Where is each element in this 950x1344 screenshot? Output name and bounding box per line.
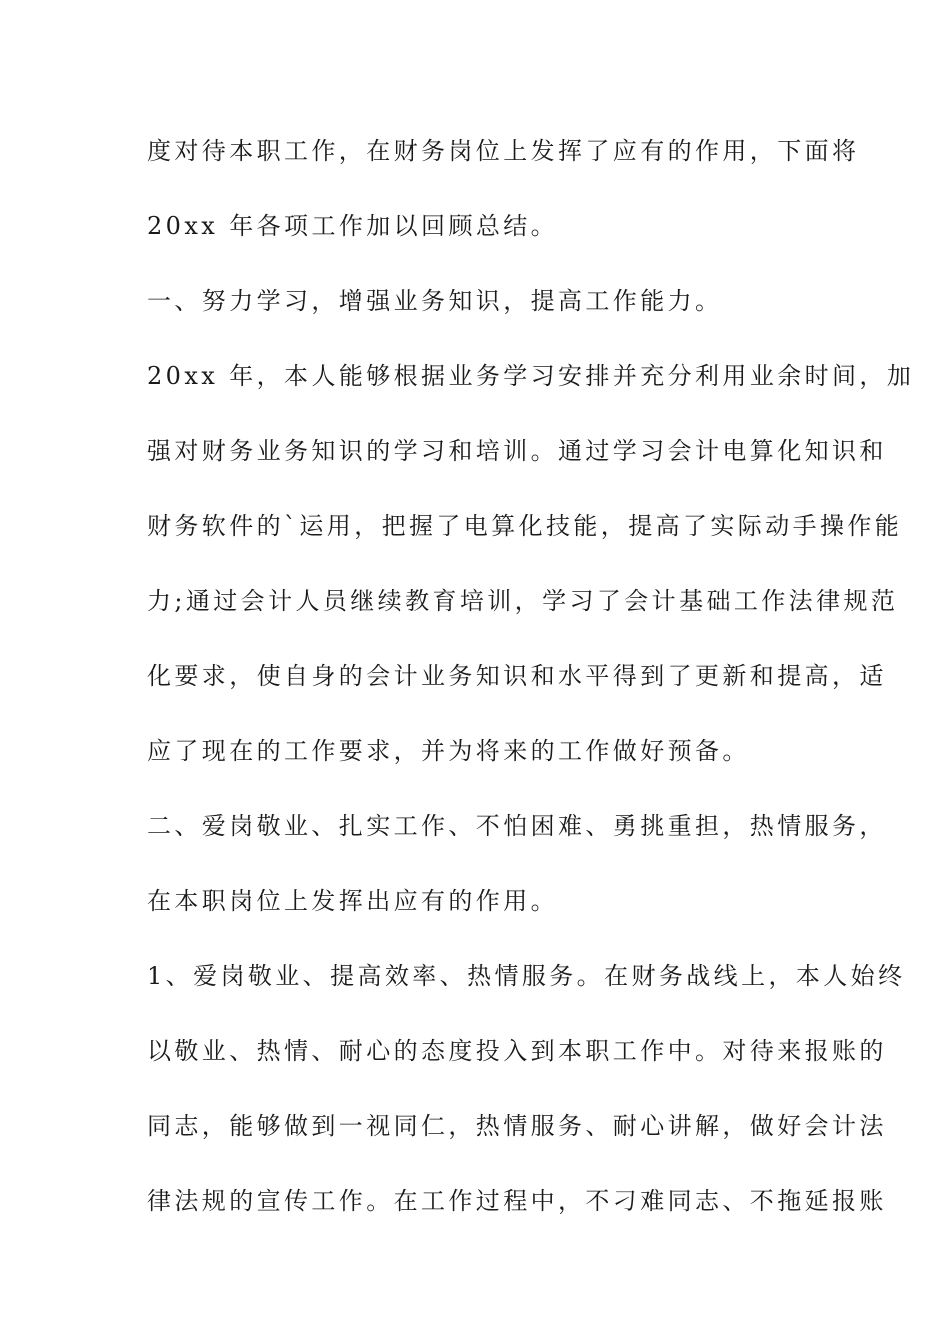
text-line: 应了现在的工作要求，并为将来的工作做好预备。	[147, 737, 750, 765]
text-line: 以敬业、热情、耐心的态度投入到本职工作中。对待来报账的	[147, 1037, 887, 1065]
text-line: 力;通过会计人员继续教育培训，学习了会计基础工作法律规范	[147, 587, 899, 615]
text-line: 化要求，使自身的会计业务知识和水平得到了更新和提高，适	[147, 662, 887, 690]
text-line: 律法规的宣传工作。在工作过程中，不刁难同志、不拖延报账	[147, 1187, 887, 1215]
text-line: 在本职岗位上发挥出应有的作用。	[147, 887, 558, 915]
text-line: 强对财务业务知识的学习和培训。通过学习会计电算化知识和	[147, 437, 887, 465]
text-line: 度对待本职工作，在财务岗位上发挥了应有的作用，下面将	[147, 137, 860, 165]
text-line: 20xx 年各项工作加以回顾总结。	[147, 212, 559, 240]
text-line: 20xx 年，本人能够根据业务学习安排并充分利用业余时间，加	[147, 362, 915, 390]
text-line: 同志，能够做到一视同仁，热情服务、耐心讲解，做好会计法	[147, 1112, 887, 1140]
section-heading: 一、努力学习，增强业务知识，提高工作能力。	[147, 287, 723, 315]
text-line: 财务软件的`运用，把握了电算化技能，提高了实际动手操作能	[147, 512, 903, 540]
section-heading: 二、爱岗敬业、扎实工作、不怕困难、勇挑重担，热情服务，	[147, 812, 887, 840]
text-line: 1、爱岗敬业、提高效率、热情服务。在财务战线上，本人始终	[147, 962, 906, 990]
